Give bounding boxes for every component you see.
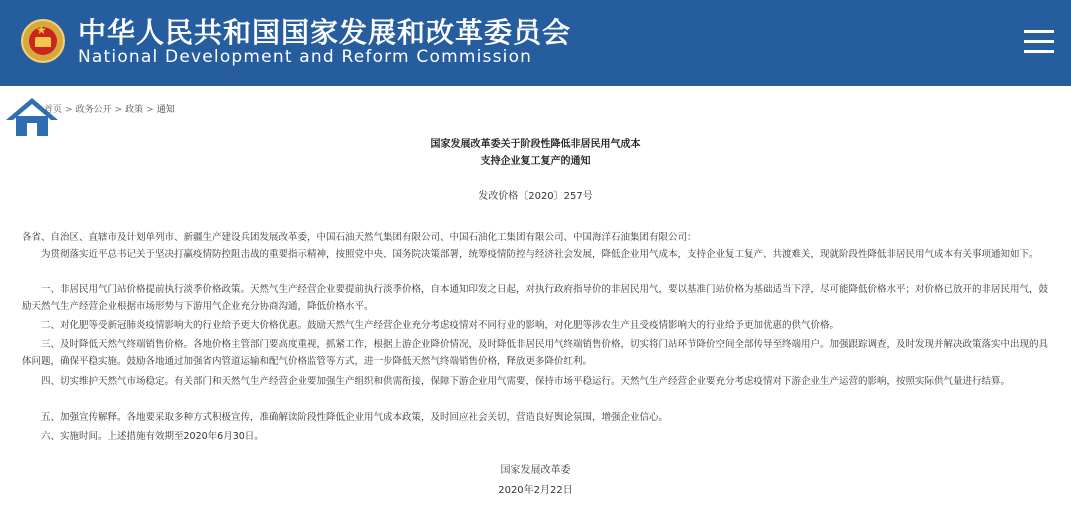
breadcrumb-separator: > bbox=[65, 105, 73, 115]
hamburger-menu-icon[interactable] bbox=[1024, 30, 1054, 54]
breadcrumb-separator: > bbox=[146, 105, 154, 115]
document-signature: 国家发展改革委 bbox=[500, 465, 571, 476]
breadcrumb bbox=[44, 103, 175, 117]
site-title-chinese[interactable]: 中华人民共和国国家发展和改革委员会 bbox=[78, 16, 572, 49]
document-number: 发改价格〔2020〕257号 bbox=[478, 191, 593, 202]
document-paragraph-2: 二、对化肥等受新冠肺炎疫情影响大的行业给予更大价格优惠。鼓励天然气生产经营企业充分考虑疫情对不同行业的影响，对化肥等涉农生产且受疫情影响大的行业给予更加优惠的供气价格。 bbox=[41, 320, 840, 331]
site-header bbox=[0, 0, 1071, 86]
document-title-line2: 支持企业复工复产的通知 bbox=[480, 156, 591, 167]
breadcrumb-notice[interactable]: 通知 bbox=[156, 105, 175, 115]
document-paragraph-intro: 为贯彻落实近平总书记关于坚决打赢疫情防控阻击战的重要指示精神，按照党中央、国务院决策部署，统筹疫情防控与经济社会发展，降低企业用气成本，支持企业复工复产、共渡难关，现就阶段性降低非居民用气成本有关事项通知如下。 bbox=[41, 249, 1039, 260]
site-title-english[interactable]: National Development and Reform Commission bbox=[78, 47, 533, 67]
document-date: 2020年2月22日 bbox=[498, 485, 573, 496]
document-title-line1: 国家发展改革委关于阶段性降低非居民用气成本 bbox=[430, 139, 641, 150]
document-paragraph-6: 六、实施时间。上述措施有效期至2020年6月30日。 bbox=[41, 431, 264, 442]
national-emblem-icon[interactable]: ★ bbox=[21, 19, 65, 63]
document-paragraph-1: 一、非居民用气门站价格提前执行淡季价格政策。天然气生产经营企业要提前执行淡季价格，自本通知印发之日起，对执行政府指导价的非居民用气，要以基准门站价格为基础适当下浮，尽可能降低价格水平；对价格已放开的非居民用气，鼓励天然气生产经营企业根据市场形势与下游用气企业充分协商沟通，降低价格水平。 bbox=[22, 284, 1049, 312]
document-paragraph-3: 三、及时降低天然气终端销售价格。各地价格主管部门要高度重视，抓紧工作，根据上游企业降价情况，及时降低非居民用气终端销售价格，切实将门站环节降价空间全部传导至终端用户。加强跟踪调查，及时发现并解决政策落实中出现的具体问题，确保平稳实施。鼓励各地通过加强省内管道运输和配气价格监管等方式，进一步降低天然气终端销售价格，释放更多降价红利。 bbox=[22, 339, 1049, 367]
document-paragraph-4: 四、切实维护天然气市场稳定。有关部门和天然气生产经营企业要加强生产组织和供需衔接，保障下游企业用气需要，保持市场平稳运行。天然气生产经营企业要充分考虑疫情对下游企业生产运营的影响，按照实际供气量进行结算。 bbox=[41, 376, 1011, 387]
document-addressee: 各省、自治区、直辖市及计划单列市、新疆生产建设兵团发展改革委，中国石油天然气集团有限公司、中国石油化工集团有限公司、中国海洋石油集团有限公司： bbox=[22, 232, 697, 243]
breadcrumb-separator: > bbox=[114, 105, 123, 115]
document-paragraph-5: 五、加强宣传解释。各地要采取多种方式积极宣传，准确解读阶段性降低企业用气成本政策，及时回应社会关切，营造良好舆论氛围，增强企业信心。 bbox=[41, 412, 669, 423]
breadcrumb-policy[interactable]: 政策 bbox=[125, 105, 144, 115]
breadcrumb-home[interactable]: 首页 bbox=[44, 105, 63, 115]
breadcrumb-gov-affairs[interactable]: 政务公开 bbox=[75, 105, 112, 115]
